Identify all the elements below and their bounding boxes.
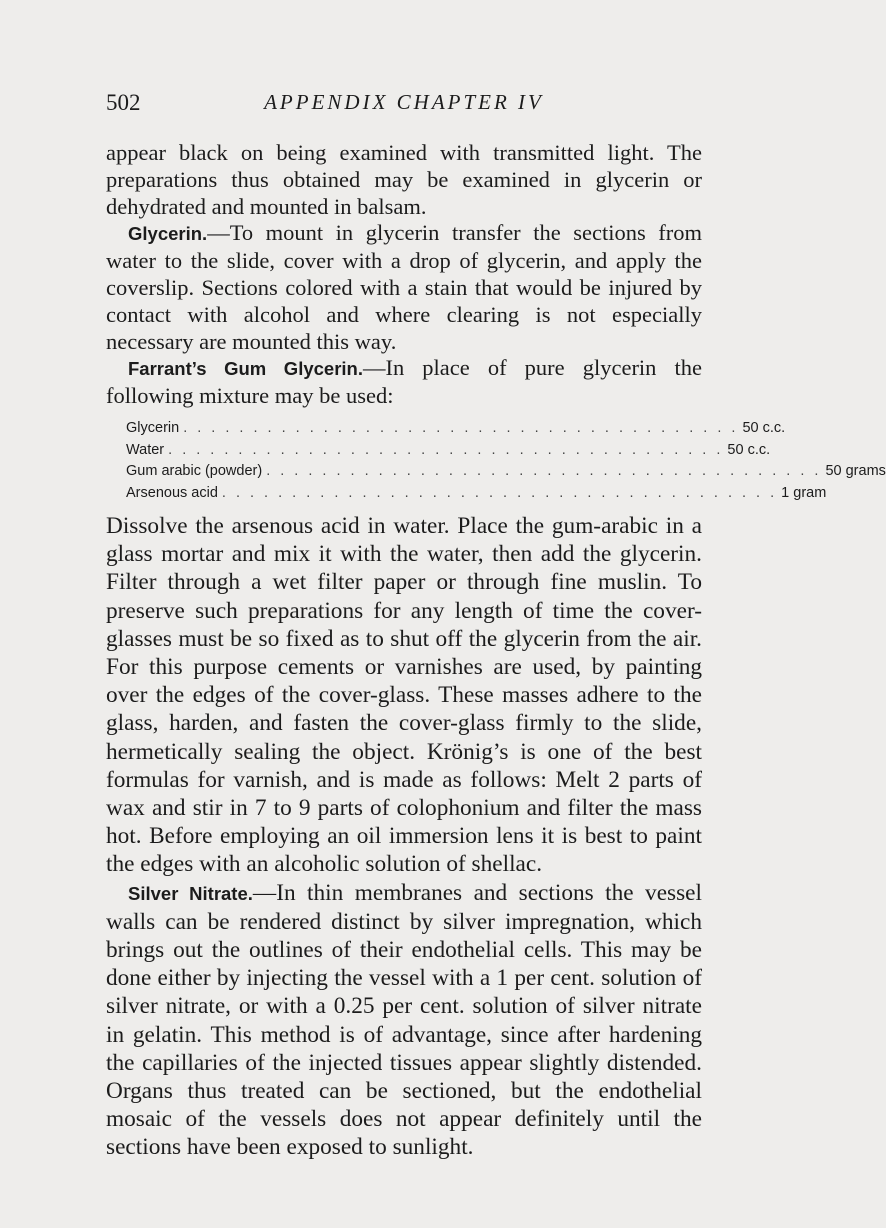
run-in-heading-silver-nitrate: Silver Nitrate. <box>128 882 253 904</box>
formula-table <box>126 420 886 506</box>
paragraph-glycerin-text: —To mount in glycerin transfer the sections from water to the slide, cover with a drop of glycerin, and apply the coverslip. Sections colored with a stain that would be injured by contact with alcohol and where clearing is not especially necessary are mounted this way. <box>106 220 702 354</box>
formula-row <box>126 420 786 442</box>
paragraph-silver-nitrate-text: —In thin membranes and sections the vessel walls can be rendered distinct by silver impregnation, which brings out the outlines of their endothelial cells. This may be done either by injecting the vessel with a 1 per cent. solution of silver nitrate, or with a 0.25 per cent. solution of silver nitrate in gelatin. This method is of advantage, since after hardening the capillaries of the injected tissues appear slightly distended. Organs thus treated can be sectioned, but the endothelial mosaic of the vessels does not appear definitely until the sections have been exposed to sunlight. <box>106 879 702 1161</box>
run-in-heading-farrant: Farrant’s Gum Glycerin. <box>128 358 363 380</box>
page-header <box>106 90 702 124</box>
formula-quantity: 1 gram <box>781 484 827 501</box>
formula-row <box>126 484 827 507</box>
page-number: 502 <box>106 90 141 115</box>
running-head: APPENDIX CHAPTER IV <box>264 90 544 114</box>
leader-dots: . . . . . . . . . . . . . . . . . . . . . . . . . . . . . . . . . . . . . . . . <box>168 441 724 458</box>
upper-text <box>106 140 702 410</box>
formula-ingredient: Arsenous acid <box>126 484 218 501</box>
formula-quantity: 50 c.c. <box>727 441 771 458</box>
formula-ingredient: Gum arabic (powder) <box>126 463 263 479</box>
paragraph-dissolve: Dissolve the arsenous acid in water. Place the gum-arabic in a glass mortar and mix it with the water, then add the glycerin. Filter through a wet filter paper or through fine muslin. To preserve such preparations for any length of time the cover-glasses must be so fixed as to shut off the glycerin from the air. For this purpose cements or varnishes are used, by painting over the edges of the cover-glass. These masses adhere to the glass, harden, and fasten the cover-glass firmly to the slide, hermetically sealing the object. Krönig’s is one of the best formulas for varnish, and is made as follows: Melt 2 parts of wax and stir in 7 to 9 parts of colophonium and filter the mass hot. Before employing an oil immersion lens it is best to paint the edges with an alcoholic solution of shellac. <box>106 513 702 878</box>
leader-dots: . . . . . . . . . . . . . . . . . . . . . . . . . . . . . . . . . . . . . . . . <box>221 484 778 501</box>
leader-dots: . . . . . . . . . . . . . . . . . . . . . . . . . . . . . . . . . . . . . . . . <box>183 420 739 436</box>
paragraph-glycerin <box>106 220 702 355</box>
formula-ingredient: Water <box>126 441 165 458</box>
paragraph-farrant <box>106 355 702 410</box>
leader-dots: . . . . . . . . . . . . . . . . . . . . . . . . . . . . . . . . . . . . . . . . <box>266 463 822 479</box>
lower-text <box>106 512 702 1162</box>
formula-ingredient: Glycerin <box>126 420 180 436</box>
paragraph-farrant-text: —In place of pure glycerin the following mixture may be used: <box>106 355 702 409</box>
formula-row <box>126 463 886 485</box>
run-in-heading-glycerin: Glycerin. <box>128 223 208 245</box>
paragraph-continued: appear black on being examined with transmitted light. The preparations thus obtained may be examined in glycerin or dehydrated and mounted in balsam. <box>106 140 702 219</box>
formula-quantity: 50 c.c. <box>742 420 786 436</box>
paragraph-silver-nitrate <box>106 879 702 1162</box>
formula-row <box>126 441 771 464</box>
formula-quantity: 50 grams <box>825 463 886 479</box>
